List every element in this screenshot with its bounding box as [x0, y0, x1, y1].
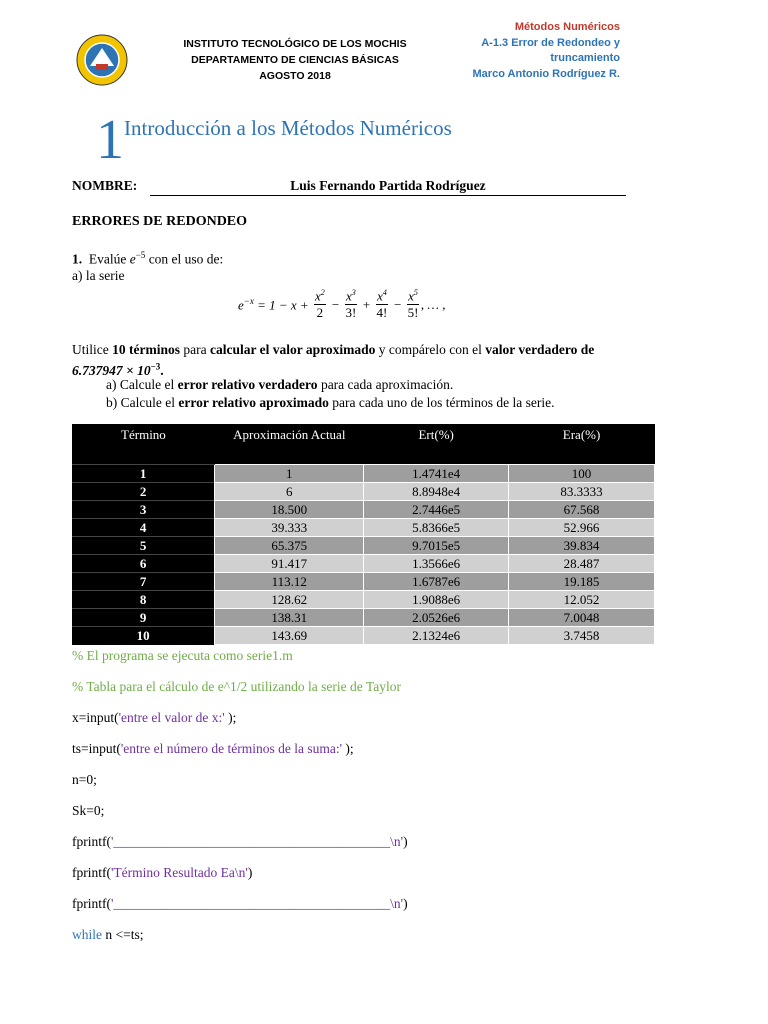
code-line-fprintf-1: fprintf('_________________________________________\n')	[72, 834, 408, 849]
code-line-fprintf-2: fprintf('Término Resultado Ea\n')	[72, 865, 253, 880]
approx-cell: 18.500	[215, 501, 364, 519]
era-cell: 28.487	[509, 555, 655, 573]
ert-cell: 2.1324e6	[364, 627, 509, 645]
course-header	[440, 20, 620, 82]
name-label: NOMBRE:	[72, 178, 138, 193]
approx-cell: 6	[215, 483, 364, 501]
ert-cell: 9.7015e5	[364, 537, 509, 555]
instruction-item-b: b) Calcule el error relativo aproximado para cada uno de los términos de la serie.	[106, 395, 555, 410]
expression-base: e	[129, 251, 136, 267]
approx-cell: 39.333	[215, 519, 364, 537]
course-name: Métodos Numéricos	[514, 21, 620, 33]
ert-cell: 1.9088e6	[364, 591, 509, 609]
term-cell: 6	[72, 555, 215, 573]
table-row	[72, 627, 655, 645]
term-cell: 3	[72, 501, 215, 519]
term-cell: 2	[72, 483, 215, 501]
approx-cell: 113.12	[215, 573, 364, 591]
ert-cell: 2.0526e6	[364, 609, 509, 627]
table-row	[72, 537, 655, 555]
term-cell: 5	[72, 537, 215, 555]
code-line-fprintf-3: fprintf('_________________________________________\n')	[72, 896, 408, 911]
ert-cell: 5.8366e5	[364, 519, 509, 537]
instruction-item-a: a) Calcule el error relativo verdadero para cada aproximación.	[106, 377, 454, 392]
chapter-number: 1	[96, 109, 124, 171]
term-cell: 9	[72, 609, 215, 627]
approx-cell: 143.69	[215, 627, 364, 645]
part-a-label: a) la serie	[72, 268, 125, 283]
code-line-sk: Sk=0;	[72, 803, 105, 818]
ert-cell: 8.8948e4	[364, 483, 509, 501]
taylor-series-formula: $e^{-x} = 1 - x$ + $\frac{x^2}{2}$ − $\frac{x^3}{3!}$ + $\frac{x^4}{4!}$ − $\frac{x^5}{5!}$ , … ,	[238, 288, 446, 321]
table-row	[72, 573, 655, 591]
code-line-input-x: x=input('entre el valor de x:' );	[72, 710, 237, 725]
institute-seal-icon	[76, 34, 128, 86]
true-value: 6.737947 × 10	[72, 362, 151, 378]
table-row	[72, 483, 655, 501]
table-row	[72, 465, 655, 483]
department-name: DEPARTAMENTO DE CIENCIAS BÁSICAS	[191, 54, 399, 66]
results-table	[72, 424, 655, 645]
instructions: Utilice 10 términos para calcular el valor aproximado y compárelo con el valor verdadero de $6.737947 \times 10^{-3}$.	[72, 342, 595, 378]
term-cell: 4	[72, 519, 215, 537]
header-term: Término	[72, 424, 215, 465]
section-title: ERRORES DE REDONDEO	[72, 214, 248, 229]
era-cell: 52.966	[509, 519, 655, 537]
activity-title-cont: truncamiento	[550, 52, 620, 64]
term-cell: 7	[72, 573, 215, 591]
table-row	[72, 555, 655, 573]
code-line-n: n=0;	[72, 772, 97, 787]
institution-block	[160, 36, 430, 84]
approx-cell: 128.62	[215, 591, 364, 609]
chapter-title: Introducción a los Métodos Numéricos	[124, 116, 452, 140]
ert-cell: 1.4741e4	[364, 465, 509, 483]
student-name: Luis Fernando Partida Rodríguez	[150, 178, 626, 196]
term-cell: 10	[72, 627, 215, 645]
ert-cell: 2.7446e5	[364, 501, 509, 519]
era-cell: 3.7458	[509, 627, 655, 645]
problem-number: 1.	[72, 251, 83, 267]
code-comment-1: % El programa se ejecuta como serie1.m	[72, 648, 293, 663]
era-cell: 39.834	[509, 537, 655, 555]
table-row	[72, 609, 655, 627]
era-cell: 67.568	[509, 501, 655, 519]
expression-exponent: −5	[135, 250, 146, 260]
header-era: Era(%)	[509, 424, 655, 465]
era-cell: 100	[509, 465, 655, 483]
teacher-name: Marco Antonio Rodríguez R.	[472, 67, 620, 80]
problem-statement: 1. Evalúe $e^{-5}$ con el uso de:	[72, 250, 224, 267]
approx-cell: 91.417	[215, 555, 364, 573]
header-ert: Ert(%)	[364, 424, 509, 465]
document-date: AGOSTO 2018	[259, 70, 331, 82]
header-approx: Aproximación Actual	[215, 424, 364, 465]
code-comment-2: % Tabla para el cálculo de e^1/2 utilizando la serie de Taylor	[72, 679, 401, 694]
institution-name: INSTITUTO TECNOLÓGICO DE LOS MOCHIS	[183, 38, 407, 50]
term-cell: 1	[72, 465, 215, 483]
ert-cell: 1.3566e6	[364, 555, 509, 573]
code-line-while: while n <=ts;	[72, 927, 144, 942]
table-row	[72, 519, 655, 537]
era-cell: 19.185	[509, 573, 655, 591]
table-row	[72, 501, 655, 519]
activity-title: A-1.3 Error de Redondeo y	[481, 36, 620, 49]
approx-cell: 1	[215, 465, 364, 483]
approx-cell: 138.31	[215, 609, 364, 627]
code-line-input-ts: ts=input('entre el número de términos de la suma:' );	[72, 741, 354, 756]
table-row	[72, 591, 655, 609]
term-cell: 8	[72, 591, 215, 609]
era-cell: 7.0048	[509, 609, 655, 627]
era-cell: 12.052	[509, 591, 655, 609]
era-cell: 83.3333	[509, 483, 655, 501]
ert-cell: 1.6787e6	[364, 573, 509, 591]
approx-cell: 65.375	[215, 537, 364, 555]
table-header-row	[72, 424, 655, 465]
